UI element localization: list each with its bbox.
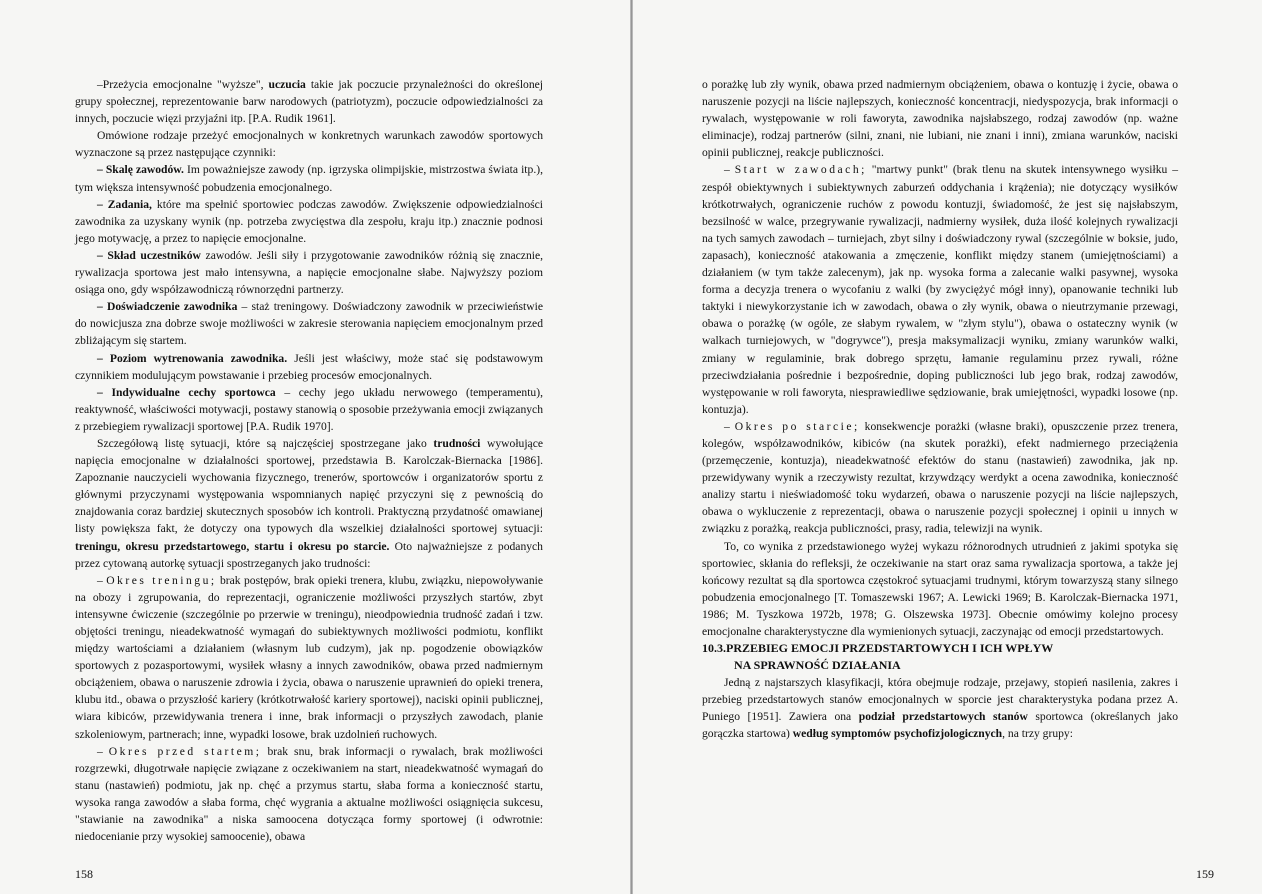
- paragraph: – Indywidualne cechy sportowca – cechy jego układu nerwowego (temperamentu), reaktywność, właściwości motywacji, postawy stanowią o sposobie przeżywania emocji związanych z przebiegiem rywalizacji sportowej [P.A. Rudik 1970].: [75, 385, 543, 433]
- paragraph: – Okres treningu; brak postępów, brak opieki trenera, klubu, związku, niepowoływanie na obozy i zgrupowania, do reprezentacji, ograniczenie możliwości przyszłych startów, zbyt intensywne ćwiczenie (szczególnie po przerwie w treningu), nieodpowiednia trudność zadań i tzw. objętości treningu, nieadekwatność wymagań do subiektywnych możliwości podmiotu, konflikt między wartościami a działaniem (własnym lub cudzym), jak np. pogodzenie obowiązków sportowych z pozasportowymi, wysiłek własny a innych zawodników, obawa przed nadmiernym obciążeniem, obawa o naruszenie zdrowia i życia, obawa o naruszenie uprawnień do opieki trenera, klubu itd., obawa o przyszłość kariery (krótkotrwałość kariery sportowej), naciski opinii publicznej, wiara kibiców, przewidywania trenera i inne, brak informacji o przyszłych zawodach, planie szkoleniowym, partnerach; inne, wypadki losowe, brak uzdolnień ruchowych.: [75, 573, 543, 741]
- paragraph: Omówione rodzaje przeżyć emocjonalnych w konkretnych warunkach zawodów sportowych wyznaczone są przez następujące czynniki:: [75, 129, 543, 160]
- paragraph: o porażkę lub zły wynik, obawa przed nadmiernym obciążeniem, obawa o kontuzję i życie, obawa o naruszenie pozycji na liście najlepszych, konieczność koncentracji, niedyspozycja, brak informacji o rywalach, występowanie w roli faworyta, zawodnika najsłabszego, rodzaj zawodów (np. ważne eliminacje), rodzaj partnerów (silni, znani, nie lubiani, nie znani i inni), zmiana warunków, naciski opinii publicznej, reakcje publiczności.: [702, 78, 1178, 160]
- paragraph: –Przeżycia emocjonalne "wyższe", uczucia takie jak poczucie przynależności do określonej grupy społecznej, reprezentowanie barw narodowych (patriotyzm), poczucie odpowiedzialności za innych, poczucie więzi przyjaźni itp. [P.A. Rudik 1961].: [75, 78, 544, 126]
- right-page-text: [702, 76, 1178, 742]
- paragraph: – Zadania, które ma spełnić sportowiec podczas zawodów. Zwiększenie odpowiedzialności zawodnika za uzyskany wynik (np. potrzeba zwycięstwa dla zespołu, kraju itp.) znacznie podnosi jego motywację, a przez to napięcie emocjonalne.: [75, 197, 543, 245]
- paragraph: Szczegółową listę sytuacji, które są najczęściej spostrzegane jako trudności wywołujące napięcia emocjonalne w działalności sportowej, przedstawia B. Karolczak-Biernacka [1986]. Zapoznanie nauczycieli wychowania fizycznego, trenerów, sportowców i organizatorów sportu z głównymi przyczynami występowania wspomnianych napięć przyczyni się z pewnością do znajdowania coraz bardziej skutecznych sposobów ich kontroli. Praktyczną przydatność omawianej listy powiększa fakt, że dotyczy ona typowych dla wszelkiej działalności sportowej sytuacji: treningu, okresu przedstartowego, startu i okresu po starcie. Oto najważniejsze z podanych przez cytowaną autorkę sytuacji spostrzeganych jako trudności:: [75, 436, 543, 570]
- paragraph: Jedną z najstarszych klasyfikacji, która obejmuje rodzaje, przejawy, stopień nasilenia, zakres i przebieg przedstartowych stanów emocjonalnych w sporcie jest charakterystyka podana przez A. Puniego [1951]. Zawiera ona podział przedstartowych stanów sportowca (określanych jako gorączka startowa) według symptomów psychofizjologicznych, na trzy grupy:: [702, 676, 1178, 741]
- paragraph: To, co wynika z przedstawionego wyżej wykazu różnorodnych utrudnień z jakimi spotyka się sportowiec, skłania do refleksji, że oczekiwanie na start oraz sama rywalizacja sportowa, a także jej końcowy rezultat są dla sportowca częstokroć sytuacjami trudnymi, którym towarzyszą stany silnego pobudzenia emocjonalnego [T. Tomaszewski 1967; A. Lewicki 1969; B. Karolczak-Biernacka 1971, 1986; M. Tyszkowa 1972b, 1978; G. Olszewska 1973]. Obecnie omówimy kolejno procesy emocjonalne charakterystyczne dla wymienionych sytuacji, zaczynając od emocji przedstartowych.: [702, 539, 1178, 638]
- paragraph: – Skalę zawodów. Im poważniejsze zawody (np. igrzyska olimpijskie, mistrzostwa świata itp.), tym większa intensywność pobudzenia emocjonalnego.: [75, 163, 543, 194]
- section-heading: 10.3.PRZEBIEG EMOCJI PRZEDSTARTOWYCH I ICH WPŁYW NA SPRAWNOŚĆ DZIAŁANIA: [702, 641, 1054, 673]
- paragraph: – Skład uczestników zawodów. Jeśli siły i przygotowanie zawodników różnią się znacznie, rywalizacja sportowa jest mało intensywna, a napięcie emocjonalne słabe. Najwyższy poziom osiąga ono, gdy współzawodniczą równorzędni partnerzy.: [75, 248, 544, 297]
- paragraph: – Okres po starcie; konsekwencje porażki (własne braki), opuszczenie przez trenera, kolegów, współzawodników, kibiców (na skutek porażki), efekt nadmiernego przeciążenia (przemęczenie, kontuzja), nieadekwatność efektów do stanu (nastawień) zawodnika, jak np. przewidywany wynik a rzeczywisty rezultat, krzywdzący werdykt a ocena zawodnika, konieczność analizy startu i nieświadomość toku wydarzeń, obawa o naruszenie pozycji na liście najlepszych, obawa o wykluczenie z reprezentacji, obawa o naruszenie pozycji społecznej i opinii u innych w związku z porażką, reakcja publiczności, prasy, radia, telewizji na wynik.: [702, 419, 1178, 536]
- page-number: 158: [75, 867, 93, 881]
- page-number: 159: [1196, 867, 1214, 881]
- paragraph: – Doświadczenie zawodnika – staż treningowy. Doświadczony zawodnik w przeciwieństwie do nowicjusza zna dobrze swoje możliwości w zakresie sterowania napięciem emocjonalnym przed zbliżającym się startem.: [75, 300, 544, 348]
- left-page-text: [75, 76, 543, 845]
- paragraph: – Poziom wytrenowania zawodnika. Jeśli jest właściwy, może stać się podstawowym czynnikiem modulującym powstawanie i przebieg procesów emocjonalnych.: [75, 351, 543, 382]
- right-page: [632, 0, 1262, 894]
- paragraph: – Okres przed startem; brak snu, brak informacji o rywalach, brak możliwości rozgrzewki, długotrwałe napięcie związane z oczekiwaniem na start, nieadekwatność wymagań do stanu (nastawień) podmiotu, jak np. chęć a przymus startu, słaba forma a konieczność startu, wysoka ranga zawodów a słaba forma, chęć wygrania a aktualne możliwości osiągnięcia sukcesu, "stawianie na zawodnika" a niska samoocena dotycząca formy sportowej (i odwrotnie: niedocenianie przy wysokiej samoocenie), obawa: [75, 744, 544, 844]
- paragraph: – Start w zawodach; "martwy punkt" (brak tlenu na skutek intensywnego wysiłku – zespół obiektywnych i subiektywnych zaburzeń oddychania i krążenia); nie dotyczący wysiłków krótkotrwałych, ograniczenie ruchów z powodu kontuzji, świadomość, że jest się najsłabszym, bezsilność w walce, przegrywanie rywalizacji, nadmierny wysiłek, duża ilość kolejnych rywalizacji na tych samych zawodach – turniejach, zbyt silny i doświadczony rywal (szczególnie w boksie, judo, zapasach), konieczność atakowania a zmęczenie, konflikt między stanem (umiejętnościami) a działaniem (w tym także zalecenym), jak np. wysoka forma a zalecanie walki pasywnej, wysoka forma a decyzja trenera o wycofaniu z walki (by zwyciężyć mógł inny), opanowanie techniki lub taktyki i niewykorzystanie ich w zawodach, obawa o zły wynik, obawa o nieutrzymanie przewagi, obawa o porażkę (w ogóle, ze słabym rywalem, w "złym stylu"), obawa o ostateczny wynik (w walkach turniejowych, w "dogrywce"), presja maksymalizacji wyniku, zmiany warunków walki, zmiany w regulaminie, brak dobrego sprzętu, łamanie regulaminu przez rywali, różne przeciwdziałania pośrednie i bezpośrednie, doping publiczności lub jego brak, rodzaj zawodów, występowanie w roli faworyta, niesprawiedliwe sędziowanie, brak umiejętności, wypadki losowe (np. kontuzja).: [702, 163, 1178, 416]
- left-page: [0, 0, 630, 894]
